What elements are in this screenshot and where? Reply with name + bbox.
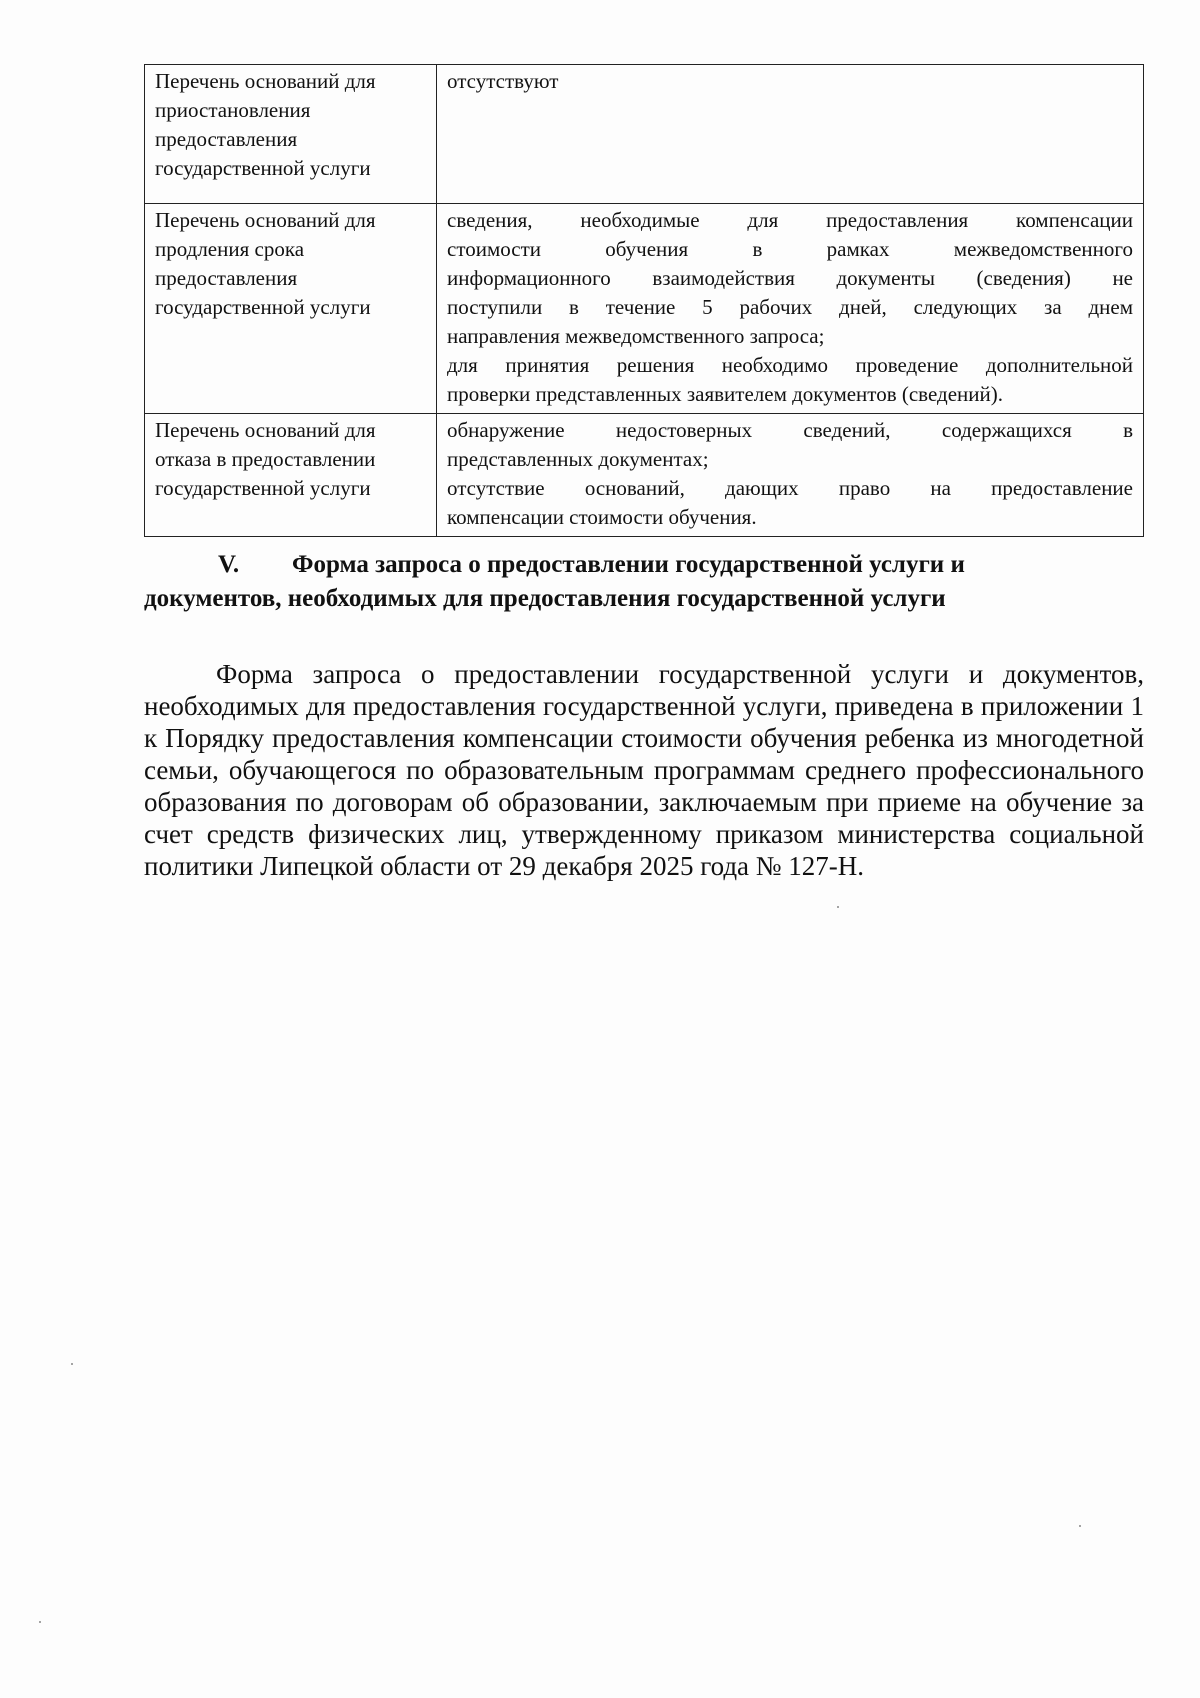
table-cell-value	[437, 414, 1144, 537]
cell-text-line: сведения, необходимые для предоставления компенсации	[447, 208, 1133, 232]
cell-text-line: представленных документах;	[447, 447, 709, 471]
cell-text-line: информационного взаимодействия документы (сведения) не	[447, 266, 1133, 290]
section-numeral: V.	[218, 551, 240, 578]
cell-text-line: компенсации стоимости обучения.	[447, 505, 757, 529]
table-row	[145, 204, 1144, 414]
cell-text-line: отсутствие оснований, дающих право на предоставление	[447, 476, 1133, 500]
table-cell-label: Перечень оснований для отказа в предоставлении государственной услуги	[145, 414, 437, 537]
table-cell-label: Перечень оснований для приостановления предоставления государственной услуги	[145, 65, 437, 204]
cell-text-line: стоимости обучения в рамках межведомственного	[447, 237, 1133, 261]
cell-text-line: поступили в течение 5 рабочих дней, следующих за днем	[447, 295, 1133, 319]
scan-speck	[39, 1621, 41, 1623]
table-cell-value	[437, 65, 1144, 204]
section-title-part-2: документов, необходимых для предоставления государственной услуги	[144, 585, 946, 612]
cell-text-line: отсутствуют	[447, 69, 559, 93]
grounds-table	[144, 64, 1144, 537]
table-row	[145, 414, 1144, 537]
section-paragraph: Форма запроса о предоставлении государственной услуги и документов, необходимых для предоставления государственной услуги, приведена в приложении 1 к Порядку предоставления компенсации стоимости обучения ребенка из многодетной семьи, обучающегося по образовательным программам среднего профессионального образования по договорам об образовании, заключаемым при приеме на обучение за счет средств физических лиц, утвержденному приказом министерства социальной политики Липецкой области от 29 декабря 2025 года № 127-Н.	[144, 659, 1144, 881]
table-cell-label: Перечень оснований для продления срока предоставления государственной услуги	[145, 204, 437, 414]
cell-text-line: для принятия решения необходимо проведение дополнительной	[447, 353, 1133, 377]
cell-text-line: проверки представленных заявителем документов (сведений).	[447, 382, 1003, 406]
table-row	[145, 65, 1144, 204]
section-heading	[144, 548, 1144, 616]
cell-text-line: направления межведомственного запроса;	[447, 324, 825, 348]
table-cell-value	[437, 204, 1144, 414]
scan-speck	[837, 906, 839, 908]
section-heading-line	[144, 548, 1144, 582]
cell-text-line: обнаружение недостоверных сведений, содержащихся в	[447, 418, 1133, 442]
section-title-part-1: Форма запроса о предоставлении государственной услуги и	[292, 551, 965, 578]
scan-speck	[1079, 1525, 1081, 1527]
scan-speck	[71, 1363, 73, 1365]
